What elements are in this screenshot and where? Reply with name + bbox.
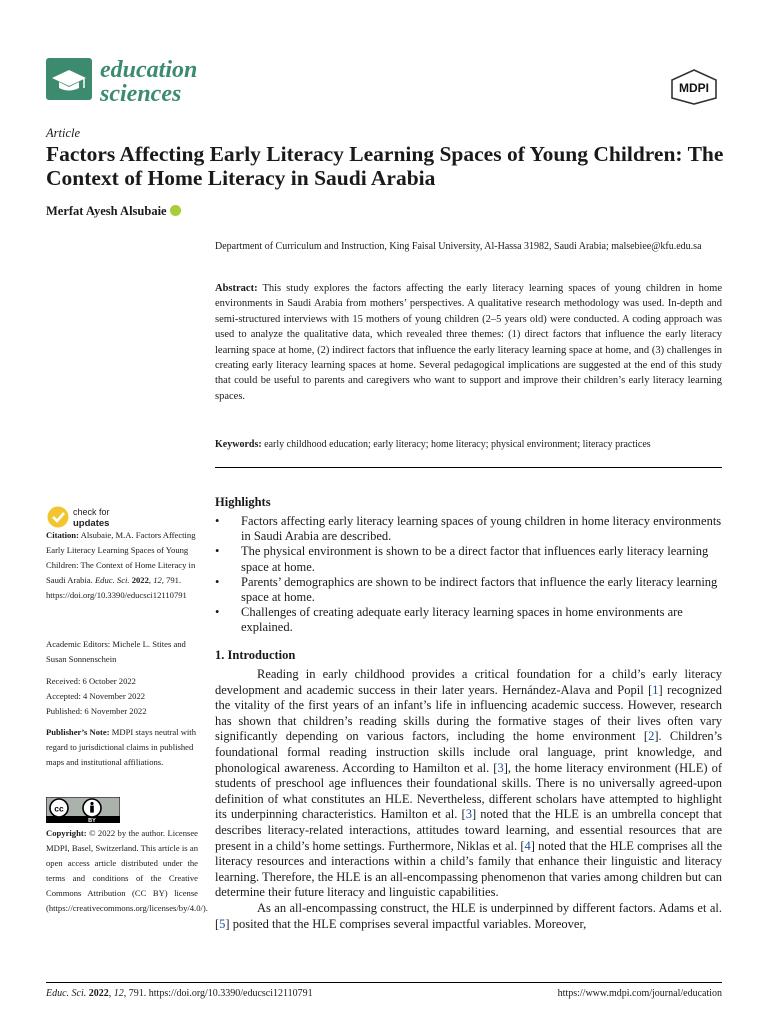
- page-title: Factors Affecting Early Literacy Learning Spaces of Young Children: The Context of Home Literacy in Saudi Arabia: [46, 142, 724, 190]
- citation-link[interactable]: 3: [465, 807, 472, 822]
- highlights-list: [215, 514, 722, 636]
- author-line: [46, 204, 181, 219]
- dates-block: [46, 674, 198, 719]
- footer-journal: Educ. Sci.: [46, 988, 87, 999]
- footer-doi[interactable]: , 791. https://doi.org/10.3390/educsci12110791: [123, 988, 313, 999]
- accepted-date: Accepted: 4 November 2022: [46, 691, 146, 701]
- citation-link[interactable]: 1: [652, 682, 659, 697]
- copyright-label: Copyright:: [46, 828, 87, 838]
- text-run: ], the home literacy environment (HLE) of students of preschool age influences their foundational skills. There is no universally agreed-upon definition of what constitutes an HLE. Nevertheless, different scholars have attempted to highlight its underpinning characteristics. Hamilton et al. [: [215, 760, 722, 822]
- cc-icon: cc: [54, 803, 64, 814]
- abstract-text: This study explores the factors affecting the early literacy learning spaces of young children in home environments in Saudi Arabia from mothers’ perspectives. A qualitative research methodology was used. In-depth and semi-structured interviews with 15 mothers of young children (2–5 years old) were conducted. A coding approach was used to analyze the qualitative data, which revealed three themes: (1) direct factors that influence the early literacy learning space at home, (2) indirect factors that influence the early literacy learning space at home, and (3) challenges in creating early literacy learning spaces at home. Several pedagogical implications are suggested at the end of this study that could be useful to parents and caregivers who want to support and improve their children’s early literacy learning spaces.: [215, 283, 723, 402]
- affiliation: Department of Curriculum and Instruction, King Faisal University, Al-Hassa 31982, Saudi Arabia; malsebiee@kfu.edu.sa: [215, 241, 702, 252]
- introduction-body: [215, 667, 722, 932]
- text-run: As an all-encompassing construct, the HLE is underpinned by different factors. Adams et al. [: [215, 900, 722, 931]
- section-heading-introduction: 1. Introduction: [215, 648, 296, 662]
- journal-logo-icon: [46, 58, 92, 100]
- journal-name[interactable]: [100, 58, 197, 106]
- text-run: Reading in early childhood provides a critical foundation for a child’s early literacy development and academic success in their later years. Hernández-Alava and Popil [: [215, 667, 722, 697]
- publisher-note: [46, 725, 198, 770]
- citation-doi[interactable]: , 791. https://doi.org/10.3390/educsci12110791: [46, 575, 187, 600]
- journal-name-line1: education: [100, 57, 198, 83]
- citation-text: Alsubaie, M.A. Factors Affecting Early Literacy Learning Spaces of Young Children: The Context of Home Literacy in Saudi Arabia.: [46, 530, 196, 585]
- author-name: Merfat Ayesh Alsubaie: [46, 204, 167, 218]
- keywords: [215, 438, 722, 452]
- paragraph: [215, 667, 722, 901]
- abstract-label: Abstract:: [215, 283, 258, 294]
- footer-journal-url[interactable]: https://www.mdpi.com/journal/education: [557, 988, 722, 999]
- divider: [215, 467, 722, 468]
- citation-year: 2022: [131, 575, 149, 585]
- received-date: Received: 6 October 2022: [46, 676, 136, 686]
- footer-citation: Educ. Sci. 2022, 12, 791. https://doi.org/10.3390/educsci12110791: [46, 988, 313, 999]
- paragraph: [215, 901, 722, 932]
- journal-name-line2: sciences: [100, 81, 182, 107]
- citation-volume: 12: [153, 575, 162, 585]
- published-date: Published: 6 November 2022: [46, 706, 147, 716]
- list-item: • Parents’ demographics are shown to be indirect factors that influence the early literacy learning space at home.: [215, 575, 722, 605]
- publisher-note-text: MDPI stays neutral with regard to jurisdictional claims in published maps and institutional affiliations.: [46, 727, 196, 767]
- abstract: [215, 281, 722, 404]
- copyright-text: © 2022 by the author. Licensee MDPI, Basel, Switzerland. This article is an open access article distributed under the terms and conditions of the Creative Commons Attribution (CC BY) license (https://creativecommons.org/licenses/by/4.0/).: [46, 828, 208, 913]
- copyright-block: [46, 826, 208, 916]
- citation-link[interactable]: 3: [497, 760, 504, 775]
- text-run: ] posited that the HLE comprises several impactful variables. Moreover,: [225, 916, 587, 931]
- keywords-label: Keywords:: [215, 439, 262, 450]
- mdpi-logo[interactable]: [668, 68, 720, 106]
- citation-link[interactable]: 2: [648, 729, 655, 744]
- footer-volume: 12: [113, 988, 124, 999]
- footer-year: 2022: [88, 988, 109, 999]
- list-item: • Challenges of creating adequate early literacy learning spaces in home environments are explained.: [215, 605, 722, 635]
- list-item: • Factors affecting early literacy learning spaces of young children in home literacy environments in Saudi Arabia are described.: [215, 514, 722, 544]
- footer-divider: [46, 982, 722, 983]
- academic-editors: Academic Editors: Michele L. Stites and Susan Sonnenschein: [46, 639, 186, 664]
- highlights-heading: Highlights: [215, 495, 271, 509]
- check-for-updates-button[interactable]: [46, 504, 161, 530]
- check-line2: updates: [73, 518, 110, 529]
- text-run: ]. Children’s foundational formal reading instruction skills include oral language, print knowledge, and phonological awareness. According to Hamilton et al. [: [215, 729, 722, 775]
- keywords-text: early childhood education; early literacy; home literacy; physical environment; literacy practices: [264, 439, 651, 450]
- publisher-note-label: Publisher’s Note:: [46, 727, 110, 737]
- check-line1: check for: [73, 507, 110, 517]
- by-icon: BY: [88, 818, 96, 823]
- cc-license-badge[interactable]: [46, 797, 120, 823]
- text-run: ] recognized the vitality of the first years of an infant’s life in influencing academic success. However, research has shown that children’s reading skills during the formative stages of their lives often vary significantly depending on various factors, including the home environment [: [215, 682, 722, 744]
- mdpi-logo-text: MDPI: [679, 81, 709, 95]
- article-type: Article: [46, 126, 81, 140]
- citation-link[interactable]: 4: [524, 838, 531, 853]
- text-run: ] noted that the HLE comprises all the literacy resources and interactions within a child’s family that enhance their linguistic and literacy learning. Therefore, the HLE is an all-encompassing phenomenon that varies among children but can determine their future literacy and linguistic capabilities.: [215, 838, 722, 900]
- citation-block: Citation: Alsubaie, M.A. Factors Affecting Early Literacy Learning Spaces of Young Children: The Context of Home Literacy in Saudi Arabia. Educ. Sci. 2022, 12, 791. https://doi.org/10.3390/educsci12110791: [46, 530, 196, 600]
- orcid-icon[interactable]: [170, 205, 181, 216]
- citation-link[interactable]: 5: [219, 916, 226, 931]
- citation-journal: Educ. Sci.: [94, 575, 130, 585]
- citation-label: Citation:: [46, 530, 79, 540]
- text-run: ] noted that the HLE is an umbrella concept that describes literacy-related interactions, attitudes toward learning, and essential resources that are present in a child’s home settings. Furthermore, Niklas et al. [: [215, 807, 723, 853]
- list-item: • The physical environment is shown to be a direct factor that influences early literacy learning space at home.: [215, 544, 722, 574]
